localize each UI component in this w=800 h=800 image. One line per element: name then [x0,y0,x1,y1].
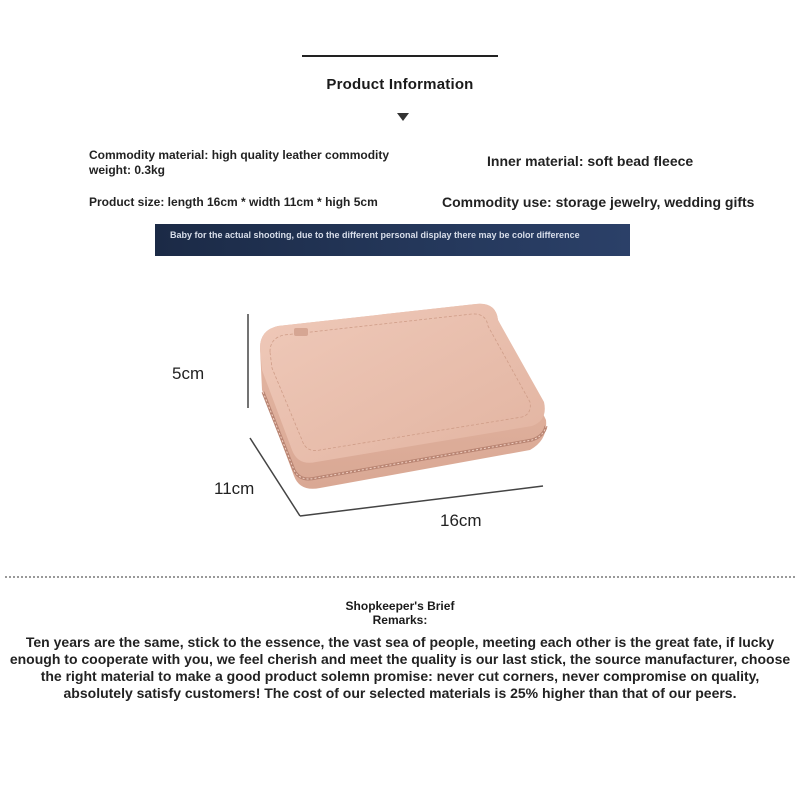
spec-material-line2: weight: 0.3kg [89,163,166,177]
spec-material-line1: Commodity material: high quality leather commodity [89,148,390,162]
brief-title [0,599,800,627]
spec-inner-material: Inner material: soft bead fleece [487,153,694,169]
height-label: 5cm [172,364,205,383]
spec-material [89,148,469,178]
top-divider [302,55,498,57]
product-photo [160,290,590,540]
brief-title-line1: Shopkeeper's Brief [345,599,455,613]
section-title: Product Information [326,76,474,93]
zipper-pull [294,328,308,336]
spec-commodity-use: Commodity use: storage jewelry, wedding gifts [442,194,755,210]
width-label: 11cm [214,479,255,498]
brief-title-line2: Remarks: [372,613,428,627]
length-label: 16cm [440,511,482,530]
length-dimension-line [300,486,543,516]
dotted-divider [5,576,795,578]
spec-product-size: Product size: length 16cm * width 11cm * high 5cm [89,195,378,209]
triangle-down-icon [397,113,409,121]
brief-body: Ten years are the same, stick to the essence, the vast sea of people, meeting each other is the great fate, if lucky enough to cooperate with you, we feel cherish and meet the quality is our last stick, the source manufacturer, choose the right material to make a good product solemn promise: never cut corners, never compromise on quality, absolutely satisfy customers! The cost of our selected materials is 25% higher than that of our peers. [9,634,791,701]
banner-text: Baby for the actual shooting, due to the different personal display there may be color difference [170,230,580,240]
color-disclaimer-banner [155,224,630,256]
